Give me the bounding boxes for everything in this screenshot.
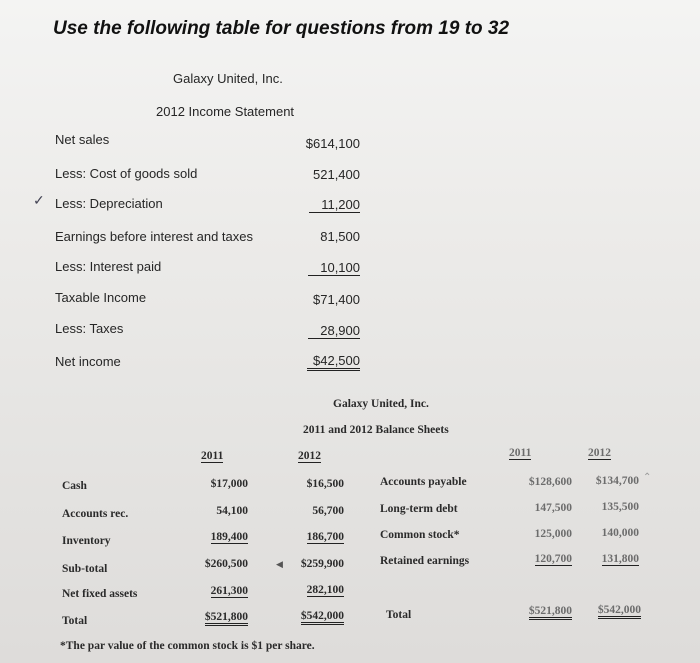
income-statement-title: 2012 Income Statement (156, 104, 295, 119)
income-row-value: $614,100 (305, 136, 360, 151)
liability-row-label: Common stock* (380, 529, 460, 541)
income-company-name: Galaxy United, Inc. (173, 71, 283, 86)
asset-value-2012: $16,500 (306, 478, 344, 490)
asset-row-label: Inventory (62, 535, 111, 547)
footnote: *The par value of the common stock is $1 per share. (60, 640, 315, 652)
asset-value-2012: $542,000 (301, 610, 344, 625)
liability-value-2011: $521,800 (529, 605, 572, 620)
liability-value-2011: 120,700 (534, 553, 572, 565)
income-row-value: 28,900 (308, 323, 360, 339)
asset-value-2012: $259,900 (300, 558, 344, 570)
income-row-label: Taxable Income (55, 290, 147, 305)
income-row-value: $71,400 (313, 292, 360, 307)
asset-value-2011: 261,300 (210, 585, 248, 597)
liability-value-2012: 135,500 (601, 501, 639, 513)
income-row-label: Net income (55, 354, 121, 369)
income-row-label: Less: Taxes (55, 321, 124, 336)
income-row-value: 521,400 (313, 167, 360, 182)
asset-value-2011: $521,800 (205, 611, 248, 626)
asset-row-label: Cash (62, 480, 87, 492)
caret-up-icon: ⌃ (643, 472, 652, 483)
asset-value-2012: 186,700 (306, 531, 344, 543)
asset-value-2011: $260,500 (204, 558, 248, 570)
liability-value-2011: 147,500 (534, 502, 572, 514)
asset-value-2012: 56,700 (312, 505, 344, 517)
liability-year-header: 2012 (588, 447, 611, 459)
income-row-value: 81,500 (320, 229, 360, 244)
income-row-value: 10,100 (308, 260, 360, 276)
income-row-label: Less: Cost of goods sold (55, 166, 198, 181)
asset-row-label: Total (62, 615, 88, 627)
page-heading: Use the following table for questions from 19 to 32 (53, 18, 510, 39)
asset-year-header: 2011 (201, 450, 224, 462)
asset-value-2011: 189,400 (210, 531, 248, 543)
income-row-label: Less: Interest paid (55, 259, 162, 274)
liability-row-label: Long-term debt (380, 503, 458, 515)
balance-sheet-title: 2011 and 2012 Balance Sheets (303, 424, 449, 436)
liability-value-2012: 140,000 (601, 527, 639, 539)
liability-year-header: 2011 (509, 447, 532, 459)
liability-row-label: Total (386, 609, 412, 621)
checkmark-icon: ✓ (33, 194, 45, 209)
income-row-value: $42,500 (307, 353, 360, 371)
asset-row-label: Net fixed assets (62, 588, 138, 600)
liability-value-2012: $134,700 (595, 475, 639, 487)
income-row-label: Less: Depreciation (55, 196, 163, 211)
asset-value-2011: $17,000 (210, 478, 248, 490)
liability-value-2011: 125,000 (534, 528, 572, 540)
income-row-label: Net sales (55, 132, 110, 147)
asset-row-label: Sub-total (62, 563, 108, 575)
asset-value-2011: 54,100 (216, 505, 248, 517)
asset-row-label: Accounts rec. (62, 508, 129, 520)
arrow-left-icon: ◀ (276, 559, 283, 569)
income-row-value: 11,200 (309, 197, 360, 213)
liability-row-label: Retained earnings (380, 555, 470, 567)
liability-row-label: Accounts payable (380, 476, 467, 488)
liability-value-2011: $128,600 (528, 476, 572, 488)
liability-value-2012: 131,800 (601, 553, 639, 565)
balance-company-name: Galaxy United, Inc. (333, 398, 429, 410)
income-row-label: Earnings before interest and taxes (55, 229, 254, 244)
asset-value-2012: 282,100 (306, 584, 344, 596)
liability-value-2012: $542,000 (598, 604, 641, 619)
asset-year-header: 2012 (298, 450, 321, 462)
